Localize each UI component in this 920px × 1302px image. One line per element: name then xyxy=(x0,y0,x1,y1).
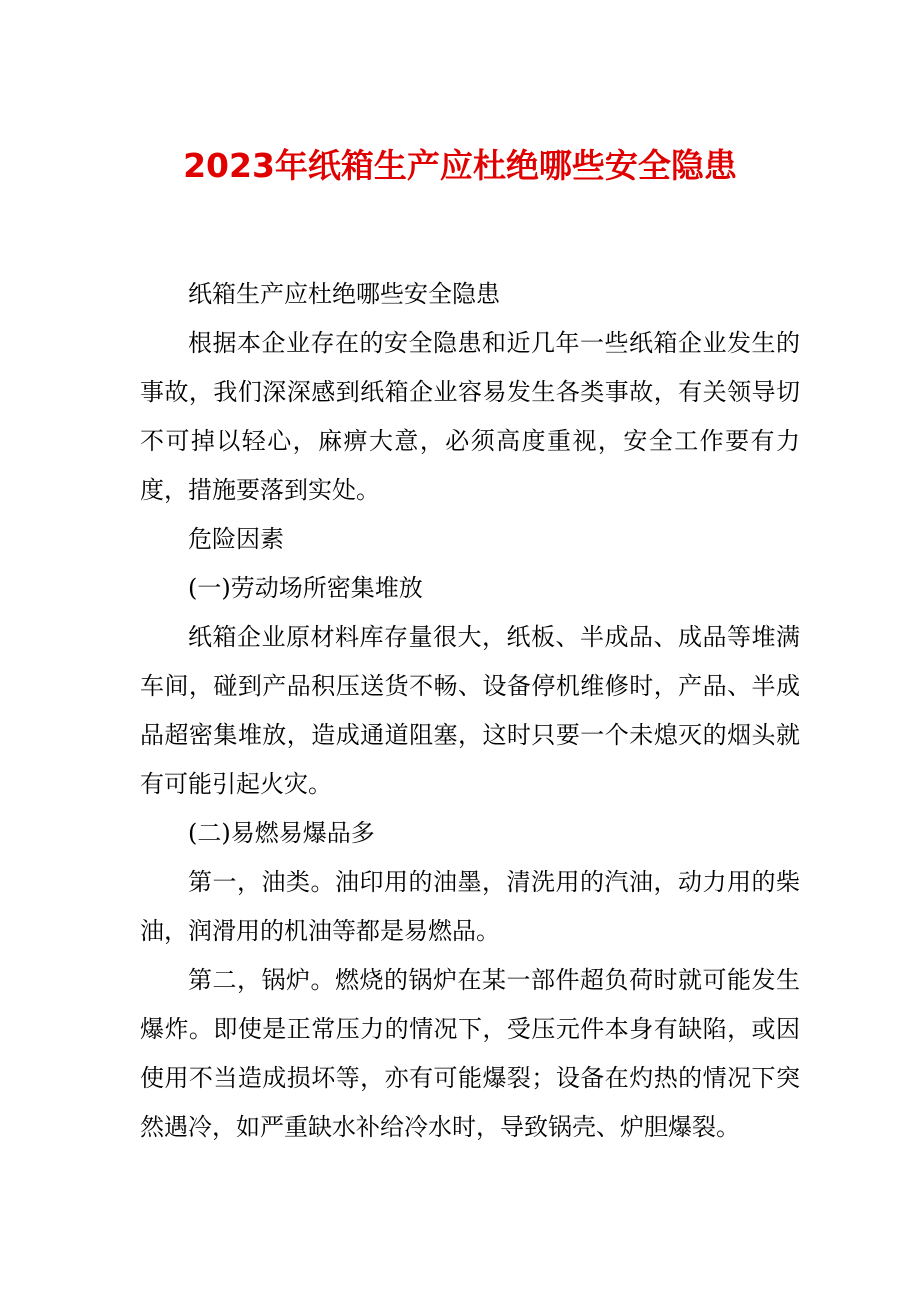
subsection-heading-2: (二)易燃易爆品多 xyxy=(188,819,375,847)
paragraph-subtitle: 纸箱生产应杜绝哪些安全隐患 xyxy=(188,280,500,308)
document-body xyxy=(140,270,800,1152)
paragraph-stacking: 纸箱企业原材料库存量很大，纸板、半成品、成品等堆满车间，碰到产品积压送货不畅、设备停机维修时，产品、半成品超密集堆放，造成通道阻塞，这时只要一个未熄灭的烟头就有可能引起火灾。 xyxy=(140,623,800,798)
paragraph-oils: 第一，油类。油印用的油墨，清洗用的汽油，动力用的柴油，润滑用的机油等都是易燃品。 xyxy=(140,868,800,945)
paragraph-boiler: 第二，锅炉。燃烧的锅炉在某一部件超负荷时就可能发生爆炸。即使是正常压力的情况下，受压元件本身有缺陷，或因使用不当造成损坏等，亦有可能爆裂；设备在灼热的情况下突然遇冷，如严重缺水补给冷水时，导致锅壳、炉胆爆裂。 xyxy=(140,966,800,1141)
section-heading-risk-factors: 危险因素 xyxy=(188,525,284,553)
paragraph-intro: 根据本企业存在的安全隐患和近几年一些纸箱企业发生的事故，我们深深感到纸箱企业容易发生各类事故，有关领导切不可掉以轻心，麻痹大意，必须高度重视，安全工作要有力度，措施要落到实处。 xyxy=(140,329,800,504)
subsection-heading-1: (一)劳动场所密集堆放 xyxy=(188,574,423,602)
document-title: 2023年纸箱生产应杜绝哪些安全隐患 xyxy=(183,146,737,185)
